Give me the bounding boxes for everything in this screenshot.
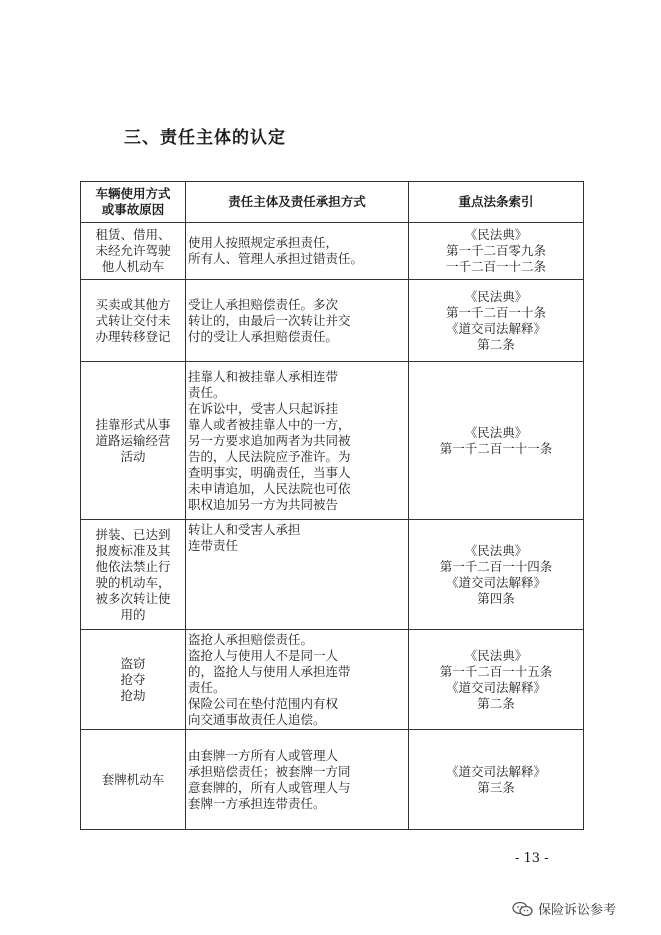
section-heading: 三、责任主体的认定: [124, 128, 286, 148]
law-cell: [409, 280, 584, 362]
header-cause: [81, 182, 186, 223]
liability-cell: [186, 223, 409, 280]
wechat-icon: [512, 901, 534, 917]
law-cell: [409, 223, 584, 280]
law-text: 《民法典》 第一千二百一十五条 《道交司法解释》 第二条: [439, 647, 553, 711]
liability-table: [80, 181, 584, 830]
table-row: [81, 730, 584, 830]
header-liability-text: 责任主体及责任承担方式: [228, 194, 366, 209]
liability-text: 由套牌一方所有人或管理人 承担赔偿责任；被套牌一方同 意套牌的，所有人或管理人与 套牌一方承担连带责任。: [188, 747, 351, 811]
cause-text: 盗窃 抢夺 抢劫: [120, 655, 146, 703]
liability-cell: [186, 520, 409, 630]
header-liability: [186, 182, 409, 223]
cause-text: 买卖或其他方 式转让交付未 办理转移登记: [95, 296, 171, 344]
cause-text: 拼装、已达到 报废标准及其 他依法禁止行 驶的机动车， 被多次转让使 用的: [95, 526, 171, 622]
liability-cell: [186, 630, 409, 730]
table-header-row: [81, 182, 584, 223]
table-row: [81, 362, 584, 520]
header-law: [409, 182, 584, 223]
liability-cell: [186, 730, 409, 830]
cause-text: 挂靠形式从事 道路运输经营 活动: [95, 416, 171, 464]
liability-text: 受让人承担赔偿责任。多次 转让的，由最后一次转让并交 付的受让人承担赔偿责任。: [188, 296, 351, 344]
table-row: [81, 520, 584, 630]
cause-cell: [81, 223, 186, 280]
header-law-text: 重点法条索引: [458, 194, 534, 209]
watermark-text: 保险诉讼参考: [538, 903, 617, 918]
cause-cell: [81, 280, 186, 362]
law-text: 《民法典》 第一千二百零九条 一千二百一十二条: [445, 227, 546, 274]
cause-text: 租赁、借用、 未经允许驾驶 他人机动车: [95, 227, 171, 274]
cause-cell: [81, 362, 186, 520]
law-cell: [409, 730, 584, 830]
table-row: [81, 223, 584, 280]
law-cell: [409, 630, 584, 730]
liability-text: 盗抢人承担赔偿责任。 盗抢人与使用人不是同一人 的，盗抢人与使用人承担连带 责任。 保险公司在垫付范围内有权 向交通事故责任人追偿。: [188, 631, 351, 727]
table-row: [81, 630, 584, 730]
law-text: 《民法典》 第一千二百一十一条: [439, 424, 553, 456]
header-cause-text: 车辆使用方式 或事故原因: [95, 186, 171, 217]
liability-cell: [186, 362, 409, 520]
liability-text: 转让人和受害人承担 连带责任: [188, 522, 301, 553]
liability-text: 使用人按照规定承担责任， 所有人、管理人承担过错责任。: [188, 235, 364, 266]
liability-cell: [186, 280, 409, 362]
cause-text: 套牌机动车: [101, 771, 165, 787]
watermark: [512, 899, 616, 918]
liability-text: 挂靠人和被挂靠人承相连带 责任。 在诉讼中，受害人只起诉挂 靠人或者被挂靠人中的一方， 另一方要求追加两者为共同被 告的，人民法院应予准许。为 查明事实，明确责任，当事人 未申请追加，人民法院也可依 职权追加另一方为共同被告: [188, 368, 351, 512]
cause-cell: [81, 630, 186, 730]
cause-cell: [81, 520, 186, 630]
page-number: - 13 -: [515, 851, 549, 866]
law-text: 《道交司法解释》 第三条: [445, 763, 546, 795]
law-cell: [409, 520, 584, 630]
cause-cell: [81, 730, 186, 830]
law-text: 《民法典》 第一千二百一十条 《道交司法解释》 第二条: [445, 288, 546, 352]
table-row: [81, 280, 584, 362]
law-text: 《民法典》 第一千二百一十四条 《道交司法解释》 第四条: [439, 542, 553, 606]
law-cell: [409, 362, 584, 520]
